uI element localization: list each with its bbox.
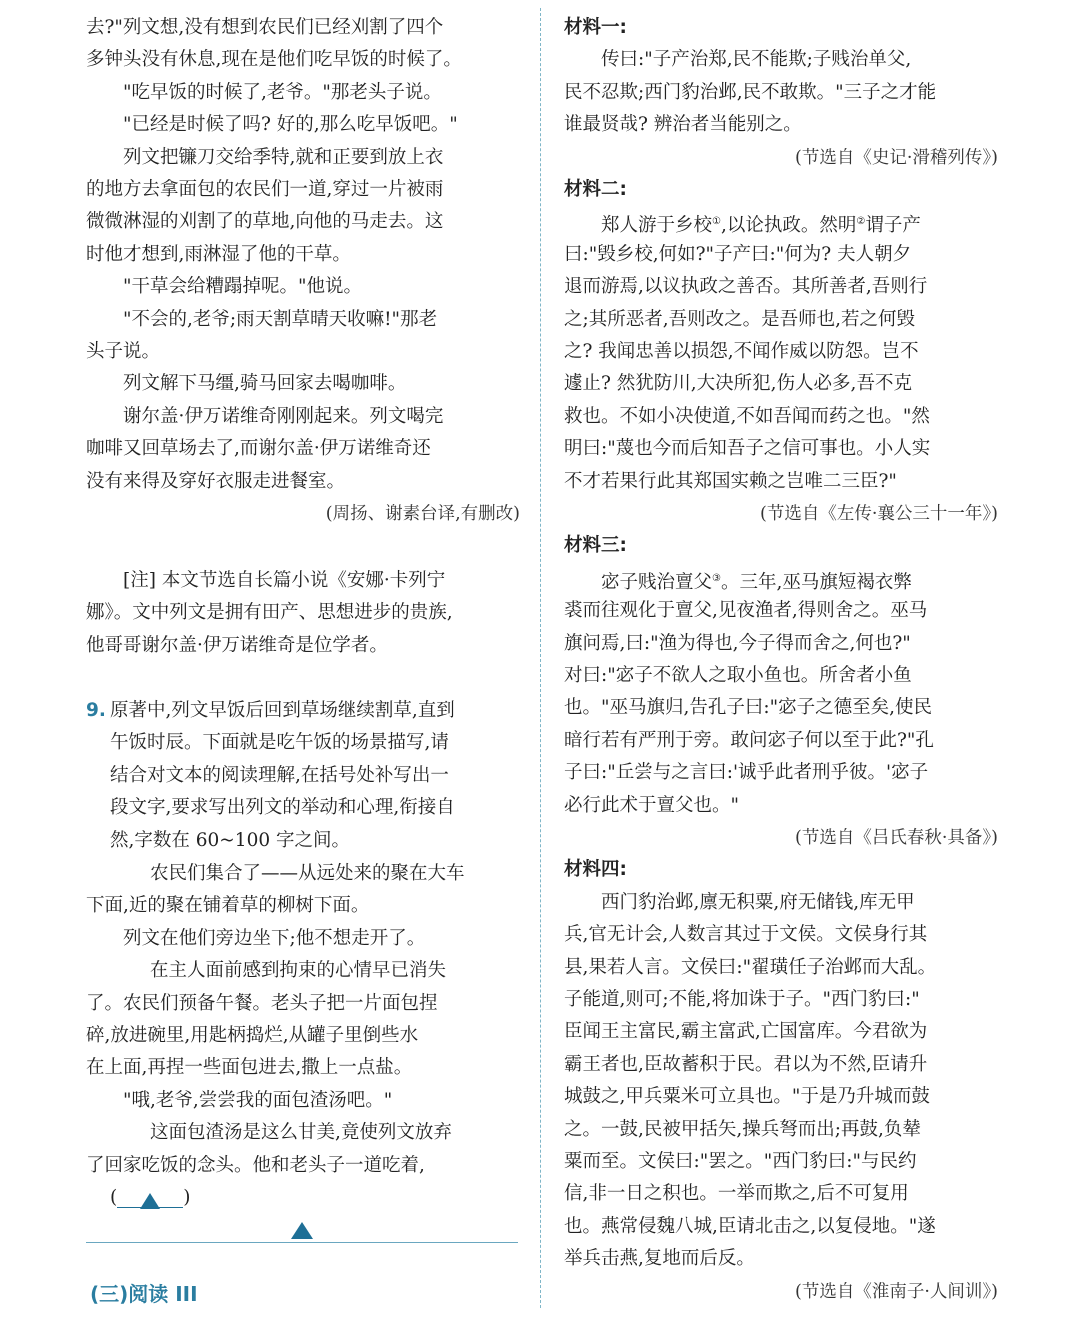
- story-line: [86, 206, 520, 238]
- blank-close-paren: ): [183, 1187, 191, 1208]
- material-line: [564, 595, 998, 627]
- question-line: [110, 727, 520, 759]
- story-line: [86, 109, 520, 141]
- passage-line: [86, 858, 520, 890]
- material-line: [564, 77, 998, 109]
- line-text: 结合对文本的阅读理解,在括号处补写出一: [110, 764, 449, 786]
- column-divider: [540, 8, 541, 1308]
- line-text: 曰:"毁乡校,何如?"子产曰:"何为? 夫人朝夕: [564, 243, 912, 265]
- line-text: 县,果若人言。文侯曰:"翟璜任子治邺而大乱。: [564, 956, 937, 978]
- passage-line: [86, 988, 520, 1020]
- note-line: [86, 597, 520, 629]
- line-text: "已经是时候了吗? 好的,那么吃早饭吧。": [123, 114, 458, 136]
- line-text: 材料一:: [564, 17, 627, 38]
- material-line: [564, 660, 998, 692]
- story-line: [86, 336, 520, 368]
- line-text: 谢尔盖·伊万诺维奇刚刚起来。列文喝完: [123, 405, 444, 427]
- line-text: 段文字,要求写出列文的举动和心理,衔接自: [110, 797, 455, 819]
- material-line: [564, 725, 998, 757]
- source-citation: [86, 498, 520, 530]
- footnote-marker: ①: [712, 216, 721, 228]
- blank-underline[interactable]: [117, 1187, 183, 1208]
- story-line: [86, 77, 520, 109]
- story-line: [86, 368, 520, 400]
- line-text: 霸王者也,臣故蓄积于民。君以为不然,臣请升: [564, 1053, 928, 1075]
- line-text: 微微淋湿的刈割了的草地,向他的马走去。这: [86, 211, 444, 233]
- material-line: [564, 628, 998, 660]
- line-text: 对曰:"宓子不欲人之取小鱼也。所舍者小鱼: [564, 665, 912, 686]
- material-line: [564, 401, 998, 433]
- line-text: 午饭时辰。下面就是吃午饭的场景描写,请: [110, 732, 449, 754]
- line-text: 遽止? 然犹防川,大决所犯,伤人必多,吾不克: [564, 373, 912, 395]
- question-line: [110, 695, 520, 727]
- story-line: [86, 271, 520, 303]
- line-text: (节选自《吕氏春秋·具备》): [795, 828, 998, 848]
- material-line: [564, 206, 998, 238]
- story-line: [86, 466, 520, 498]
- material-line: [564, 984, 998, 1016]
- line-text: 碎,放进碗里,用匙柄捣烂,从罐子里倒些水: [86, 1025, 419, 1046]
- line-text: 列文在他们旁边坐下;他不想走开了。: [123, 927, 426, 949]
- line-text: ,以论执政。然明: [720, 215, 857, 237]
- story-line: [86, 142, 520, 174]
- line-text: 必行此术于亶父也。": [564, 794, 740, 816]
- material-title: [564, 530, 998, 562]
- line-text: [注] 本文节选自长篇小说《安娜·卡列宁: [123, 570, 446, 591]
- material-line: [564, 1081, 998, 1113]
- material-line: [564, 368, 998, 400]
- line-text: 兵,官无计会,人数言其过于文侯。文侯身行其: [564, 924, 928, 946]
- material-line: [564, 336, 998, 368]
- material-line: [564, 1243, 998, 1275]
- line-text: "干草会给糟蹋掉呢。"他说。: [123, 276, 363, 298]
- line-text: 头子说。: [86, 341, 161, 362]
- material-line: [564, 44, 998, 76]
- story-line: [86, 174, 520, 206]
- story-line: [86, 401, 520, 433]
- line-text: 救也。不如小决使道,不如吾闻而药之也。"然: [564, 405, 930, 427]
- source-citation: [564, 822, 998, 854]
- material-line: [564, 1016, 998, 1048]
- line-text: 裘而往观化于亶父,见夜渔者,得则舍之。巫马: [564, 600, 928, 622]
- blank-open-paren: (: [110, 1187, 118, 1208]
- line-text: 之;其所恶者,吾则改之。是吾师也,若之何毁: [564, 308, 915, 330]
- note-line: [86, 630, 520, 662]
- line-text: 材料三:: [564, 535, 627, 557]
- line-text: (节选自《淮南子·人间训》): [795, 1281, 998, 1302]
- line-text: 在上面,再捏一些面包进去,撒上一点盐。: [86, 1057, 413, 1079]
- story-line: [86, 12, 520, 44]
- material-title: [564, 854, 998, 886]
- line-text: 臣闻王主富民,霸主富武,亡国富库。今君欲为: [564, 1021, 928, 1043]
- question-line: [110, 825, 520, 857]
- line-text: (周扬、谢素台译,有删改): [325, 504, 520, 524]
- material-line: [564, 790, 998, 822]
- section-divider: [86, 1242, 518, 1243]
- line-text: "不会的,老爷;雨天割草晴天收嘛!"那老: [123, 308, 438, 330]
- line-text: 娜》。文中列文是拥有田产、思想进步的贵族,: [86, 602, 453, 624]
- passage-line: [86, 1150, 520, 1182]
- footnote-marker: ②: [856, 216, 866, 228]
- line-text: 下面,近的聚在铺着草的柳树下面。: [86, 895, 370, 917]
- passage-line: [86, 1085, 520, 1117]
- line-text: 了回家吃饭的念头。他和老头子一道吃着,: [86, 1154, 425, 1176]
- line-text: 材料四:: [564, 859, 627, 881]
- line-text: 宓子贱治亶父: [601, 571, 713, 593]
- passage-line: [86, 1020, 520, 1052]
- passage-line: [86, 923, 520, 955]
- material-line: [564, 887, 998, 919]
- line-text: (节选自《左传·襄公三十一年》): [760, 504, 998, 524]
- line-text: "哦,老爷,尝尝我的面包渣汤吧。": [123, 1089, 393, 1111]
- line-text: 旗问焉,曰:"渔为得也,今子得而舍之,何也?": [564, 632, 911, 654]
- line-text: 郑人游于乡校: [601, 215, 713, 237]
- line-text: 明曰:"蔑也今而后知吾子之信可事也。小人实: [564, 438, 931, 460]
- material-line: [564, 1114, 998, 1146]
- line-text: 之? 我闻忠善以损怨,不闻作威以防怨。岂不: [564, 341, 919, 362]
- line-text: 子能道,则可;不能,将加诛于子。"西门豹曰:": [564, 989, 920, 1010]
- material-line: [564, 1146, 998, 1178]
- material-line: [564, 563, 998, 595]
- material-line: [564, 757, 998, 789]
- line-text: 列文解下马缰,骑马回家去喝咖啡。: [123, 373, 407, 395]
- line-text: 原著中,列文早饭后回到草场继续割草,直到: [110, 700, 455, 721]
- story-line: [86, 433, 520, 465]
- material-line: [564, 692, 998, 724]
- line-text: 举兵击燕,复地而后反。: [564, 1248, 755, 1270]
- question-line: [110, 792, 520, 824]
- answer-blank[interactable]: [86, 1182, 520, 1214]
- line-text: 了。农民们预备午餐。老头子把一片面包捏: [86, 992, 438, 1014]
- passage-line: [86, 1052, 520, 1084]
- material-line: [564, 952, 998, 984]
- line-text: 这面包渣汤是这么甘美,竟使列文放弃: [150, 1122, 452, 1144]
- answer-triangle-icon: [291, 1222, 313, 1239]
- question-line: [110, 760, 520, 792]
- footnote-marker: ③: [712, 572, 721, 584]
- source-citation: [564, 498, 998, 530]
- story-line: [86, 44, 520, 76]
- line-text: "吃早饭的时候了,老爷。"那老头子说。: [123, 81, 442, 103]
- line-text: 传曰:"子产治郑,民不能欺;子贱治单父,: [601, 49, 912, 71]
- source-citation: [564, 1276, 998, 1308]
- line-text: 也。"巫马旗归,告孔子曰:"宓子之德至矣,使民: [564, 697, 933, 719]
- line-text: 民不忍欺;西门豹治邺,民不敢欺。"三子之才能: [564, 81, 937, 103]
- line-text: 列文把镰刀交给季特,就和正要到放上衣: [123, 146, 444, 168]
- material-line: [564, 919, 998, 951]
- material-line: [564, 239, 998, 271]
- material-line: [564, 1178, 998, 1210]
- line-text: 去?"列文想,没有想到农民们已经刈割了四个: [86, 17, 444, 38]
- line-text: 然,字数在 60~100 字之间。: [110, 829, 350, 851]
- material-title: [564, 12, 998, 44]
- passage-line: [86, 890, 520, 922]
- line-text: 城鼓之,甲兵粟米可立具也。"于是乃升城而鼓: [564, 1086, 930, 1108]
- material-line: [564, 271, 998, 303]
- line-text: 时他才想到,雨淋湿了他的干草。: [86, 243, 351, 265]
- note-line: [86, 565, 520, 597]
- material-line: [564, 1211, 998, 1243]
- line-text: 粟而至。文侯曰:"罢之。"西门豹曰:"与民约: [564, 1151, 917, 1172]
- story-line: [86, 239, 520, 271]
- line-text: 农民们集合了——从远处来的聚在大车: [150, 863, 465, 884]
- material-line: [564, 466, 998, 498]
- line-text: 西门豹治邺,廪无积粟,府无储钱,库无甲: [601, 891, 915, 913]
- line-text: 。三年,巫马旗短褐衣弊: [720, 571, 912, 593]
- material-line: [564, 433, 998, 465]
- material-line: [564, 1049, 998, 1081]
- line-text: 在主人面前感到拘束的心情早已消失: [150, 960, 447, 982]
- triangle-icon: [140, 1193, 160, 1209]
- section-title: (三)阅读 III: [90, 1282, 198, 1306]
- passage-line: [86, 955, 520, 987]
- material-line: [564, 304, 998, 336]
- source-citation: [564, 142, 998, 174]
- material-title: [564, 174, 998, 206]
- line-text: 之。一鼓,民被甲括矢,操兵弩而出;再鼓,负辇: [564, 1118, 921, 1140]
- line-text: 谁最贤哉? 辨治者当能别之。: [564, 114, 802, 136]
- line-text: 材料二:: [564, 179, 627, 200]
- line-text: 也。燕常侵魏八城,臣请北击之,以复侵地。"遂: [564, 1215, 936, 1237]
- story-line: [86, 304, 520, 336]
- line-text: 咖啡又回草场去了,而谢尔盖·伊万诺维奇还: [86, 438, 431, 460]
- line-text: 多钟头没有休息,现在是他们吃早饭的时候了。: [86, 49, 462, 71]
- line-text: 不才若果行此其郑国实赖之岂唯二三臣?": [564, 470, 897, 492]
- line-text: 他哥哥谢尔盖·伊万诺维奇是位学者。: [86, 634, 388, 656]
- line-text: 信,非一日之积也。一举而欺之,后不可复用: [564, 1183, 909, 1205]
- line-text: 没有来得及穿好衣服走进餐室。: [86, 470, 346, 492]
- material-line: [564, 109, 998, 141]
- line-text: 谓子产: [865, 215, 921, 237]
- line-text: 子曰:"丘尝与之言曰:'诚乎此者刑乎彼。'宓子: [564, 762, 929, 784]
- line-text: 暗行若有严刑于旁。敢问宓子何以至于此?"孔: [564, 729, 934, 751]
- line-text: 的地方去拿面包的农民们一道,穿过一片被雨: [86, 179, 444, 200]
- passage-line: [86, 1117, 520, 1149]
- line-text: 退而游焉,以议执政之善否。其所善者,吾则行: [564, 276, 928, 298]
- line-text: (节选自《史记·滑稽列传》): [795, 147, 998, 168]
- question-number-label: 9.: [86, 700, 106, 721]
